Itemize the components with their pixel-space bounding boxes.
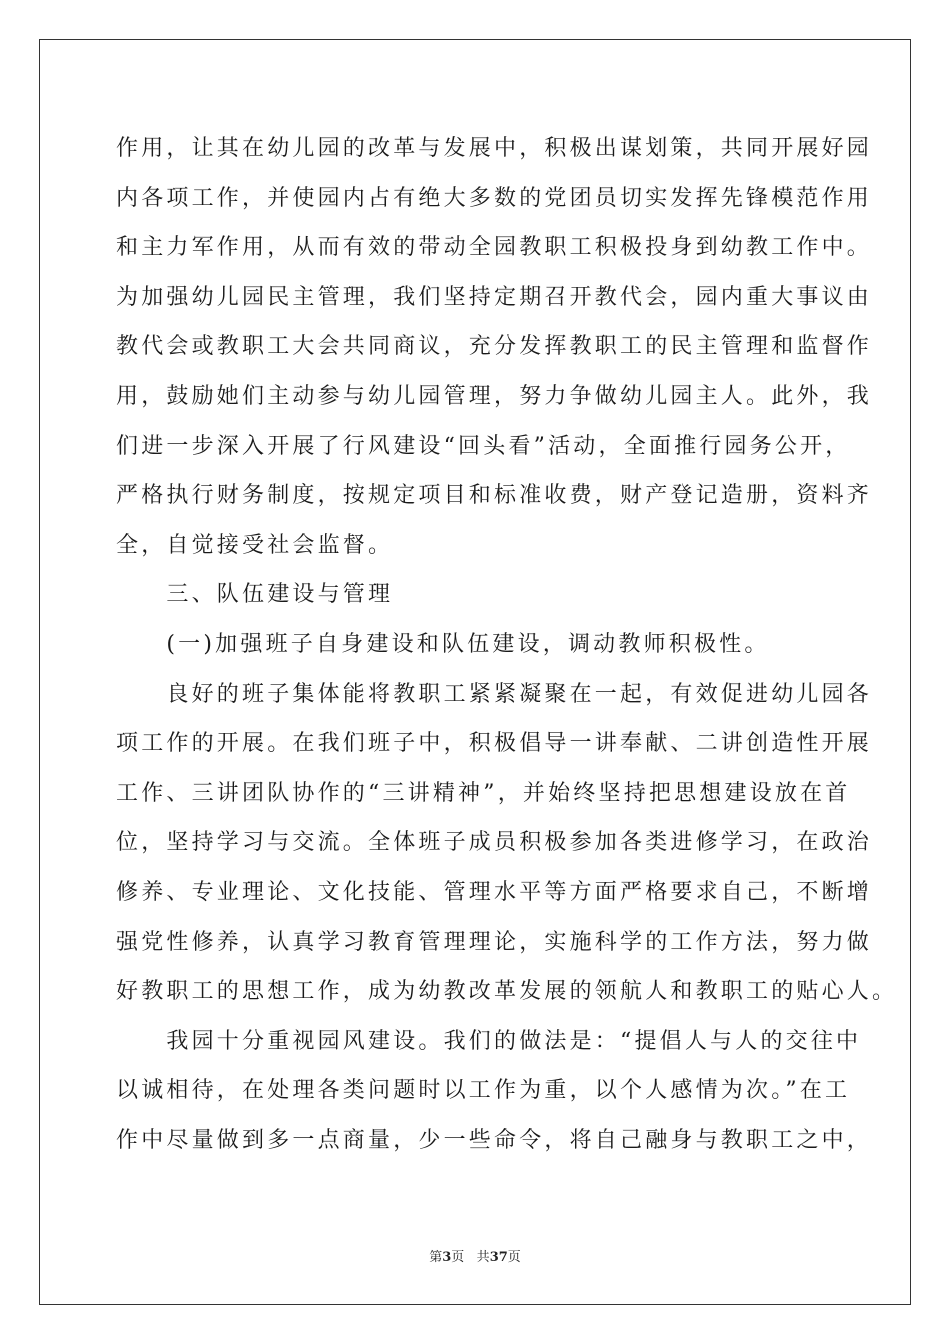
text-line: 强党性修养，认真学习教育管理理论，实施科学的工作方法，努力做 xyxy=(116,929,873,955)
text-line: 作中尽量做到多一点商量，少一些命令，将自己融身与教职工之中， xyxy=(116,1127,873,1153)
text-line: 为加强幼儿园民主管理，我们坚持定期召开教代会，园内重大事议由 xyxy=(116,284,873,310)
text-line: 用，鼓励她们主动参与幼儿园管理，努力争做幼儿园主人。此外，我 xyxy=(116,383,873,409)
text-line: 作用，让其在幼儿园的改革与发展中，积极出谋划策，共同开展好园 xyxy=(116,136,873,161)
text-line: 和主力军作用，从而有效的带动全园教职工积极投身到幼教工作中。 xyxy=(116,235,873,261)
text-line: 们进一步深入开展了行风建设“回头看”活动，全面推行园务公开， xyxy=(116,433,851,459)
text-line: 良好的班子集体能将教职工紧紧凝聚在一起，有效促进幼儿园各 xyxy=(116,681,873,707)
text-line: 内各项工作，并使园内占有绝大多数的党团员切实发挥先锋模范作用 xyxy=(116,185,873,211)
total-suffix: 页 xyxy=(507,1250,521,1265)
text-line: 工作、三讲团队协作的“三讲精神”，并始终坚持把思想建设放在首 xyxy=(116,780,851,806)
subsection-heading: (一)加强班子自身建设和队伍建设，调动教师积极性。 xyxy=(116,631,770,657)
total-prefix: 共 xyxy=(476,1250,490,1265)
text-line: 严格执行财务制度，按规定项目和标准收费，财产登记造册，资料齐 xyxy=(116,483,873,509)
text-line: 项工作的开展。在我们班子中，积极倡导一讲奉献、二讲创造性开展 xyxy=(116,731,873,757)
current-page-number: 3 xyxy=(442,1250,452,1265)
text-line: 好教职工的思想工作，成为幼教改革发展的领航人和教职工的贴心人。 xyxy=(116,979,898,1005)
text-line: 位，坚持学习与交流。全体班子成员积极参加各类进修学习，在政治 xyxy=(116,830,873,856)
total-page-count: 37 xyxy=(489,1250,508,1265)
page-suffix: 页 xyxy=(451,1250,465,1265)
text-line: 教代会或教职工大会共同商议，充分发挥教职工的民主管理和监督作 xyxy=(116,334,873,360)
text-line: 全，自觉接受社会监督。 xyxy=(116,532,394,558)
text-line: 以诚相待，在处理各类问题时以工作为重，以个人感情为次。”在工 xyxy=(116,1078,851,1104)
page-prefix: 第 xyxy=(429,1250,443,1265)
text-line: 我园十分重视园风建设。我们的做法是：“提倡人与人的交往中 xyxy=(116,1028,862,1054)
document-body xyxy=(116,124,898,1165)
page-footer xyxy=(0,1246,950,1265)
section-heading: 三、队伍建设与管理 xyxy=(116,582,394,608)
text-line: 修养、专业理论、文化技能、管理水平等方面严格要求自己，不断增 xyxy=(116,879,873,905)
